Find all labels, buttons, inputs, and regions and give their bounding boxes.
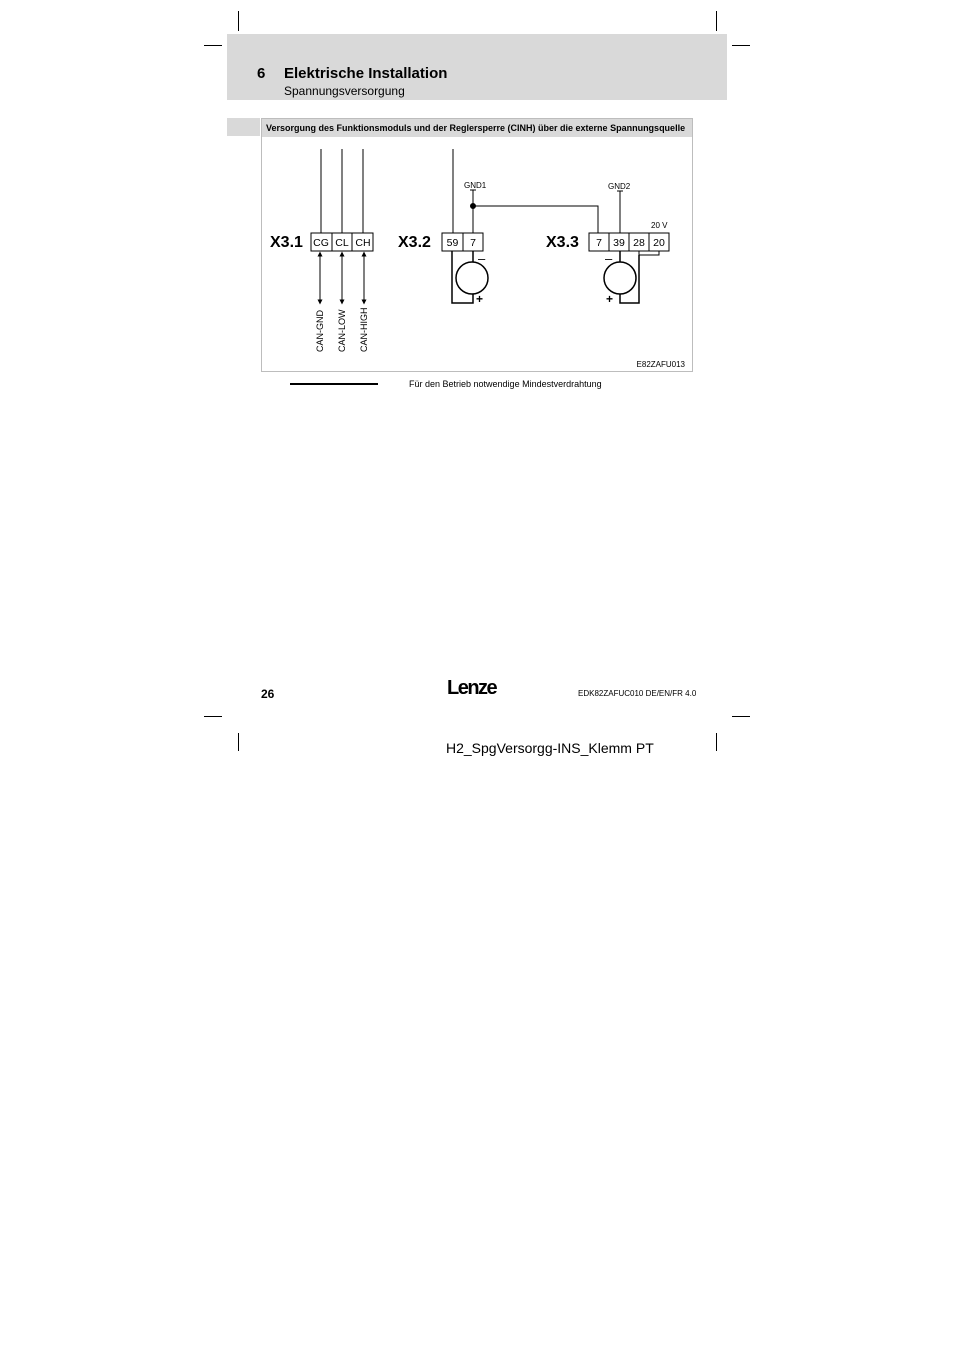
figure-side-tab [227,118,260,136]
crop-mark [204,716,222,717]
document-id: EDK82ZAFUC010 DE/EN/FR 4.0 [578,689,697,698]
crop-mark [716,11,717,31]
x32-label: X3.2 [398,234,431,251]
x31-terminal-ch: CH [355,237,371,249]
x33-terminal-28: 28 [633,237,645,249]
crop-mark [716,733,717,751]
x32-plus: + [476,292,484,306]
x32-minus: – [478,251,486,266]
crop-mark [238,733,239,751]
chapter-title: Elektrische Installation [284,65,448,82]
gnd1-label: GND1 [464,181,487,190]
x33-minus: – [605,251,613,266]
x32-loop-wire [452,251,473,303]
gnd-link-wire [473,206,598,233]
x33-plus: + [606,292,614,306]
signal-can-high: CAN-HIGH [359,307,369,352]
chapter-number: 6 [257,65,266,82]
voltage-20v-label: 20 V [651,221,668,230]
legend-text: Für den Betrieb notwendige Mindestverdrahtung [409,379,602,389]
x33-voltage-source [604,262,636,294]
figure-caption: Versorgung des Funktionsmoduls und der Reglersperre (CINH) über die externe Spannungsquelle [262,119,692,137]
x33-terminal-7: 7 [596,237,602,249]
crop-mark [238,11,239,31]
page-number: 26 [261,687,275,701]
crop-mark [732,45,750,46]
crop-mark [204,45,222,46]
legend-line-sample [290,383,378,385]
x31-label: X3.1 [270,234,303,251]
figure-box [261,118,693,372]
x32-terminal-59: 59 [446,237,459,249]
x33-bridge-wire [639,251,659,255]
signal-can-gnd: CAN-GND [315,310,325,352]
x33-terminal-39: 39 [613,237,625,249]
figure-code: E82ZAFU013 [636,360,685,369]
x33-terminal-20: 20 [653,237,665,249]
lenze-logo: Lenze [447,677,497,699]
crop-mark [732,716,750,717]
x31-terminal-cl: CL [335,237,349,249]
footer-label: H2_SpgVersorgg-INS_Klemm PT [446,740,654,756]
x32-voltage-source [456,262,488,294]
gnd2-label: GND2 [608,182,631,191]
wiring-diagram [262,137,692,371]
x31-terminal-cg: CG [313,237,329,249]
x32-terminal-7: 7 [470,237,476,249]
x33-label: X3.3 [546,234,579,251]
section-title: Spannungsversorgung [284,84,405,98]
signal-can-low: CAN-LOW [337,309,347,352]
